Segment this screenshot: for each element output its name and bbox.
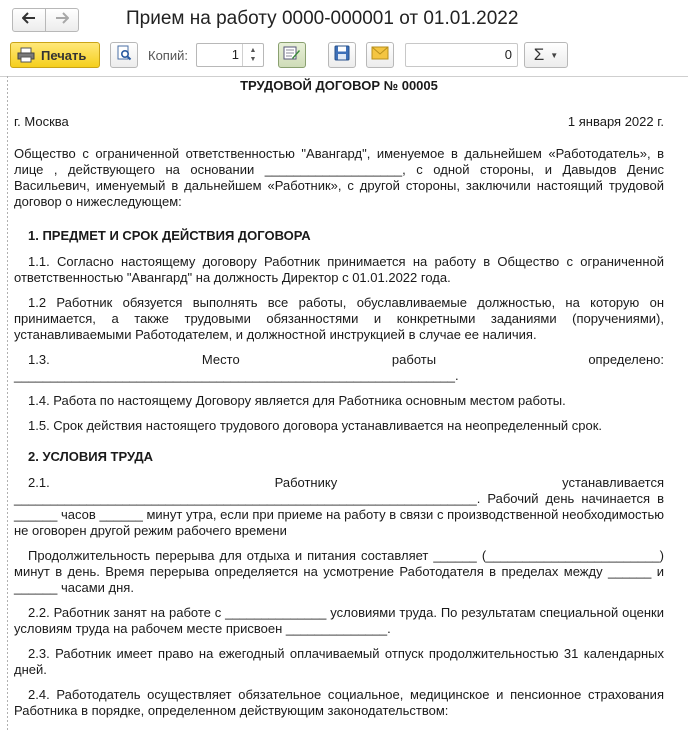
envelope-icon bbox=[371, 46, 389, 65]
clause-2-4: 2.4. Работодатель осуществляет обязательное социальное, медицинское и пенсионное страхования Работника в порядке, определенном действующим законодательством: bbox=[14, 687, 664, 718]
document-title: ТРУДОВОЙ ДОГОВОР № 00005 bbox=[240, 78, 438, 93]
clause-1-3-line2: _____________________________________________________________. bbox=[14, 368, 459, 383]
clause-1-3-line1 bbox=[14, 352, 664, 368]
edit-document-icon bbox=[283, 45, 301, 66]
clause-1-1: 1.1. Согласно настоящему договору Работник принимается на работу в Общество с ограниченной ответственностью "Авангард" на должность Директор с 01.01.2022 года. bbox=[14, 254, 664, 285]
clause-1-4: 1.4. Работа по настоящему Договору является для Работника основным местом работы. bbox=[28, 393, 566, 408]
clause-1-2: 1.2 Работник обязуется выполнять все работы, обуславливаемые должностью, на которую он принимается, а также трудовыми обязанностями и конкретными заданиями (поручениями), устанавливаемыми Работодателем, и должностной инструкцией в случае ее наличия. bbox=[14, 295, 664, 342]
document-edge bbox=[7, 76, 8, 730]
send-email-button[interactable] bbox=[366, 42, 394, 68]
copies-stepper[interactable] bbox=[196, 43, 264, 67]
copies-spin[interactable] bbox=[242, 44, 263, 66]
clause-2-1-line1 bbox=[14, 475, 664, 491]
save-icon bbox=[334, 45, 350, 66]
city-date-row bbox=[14, 114, 664, 130]
title-bar bbox=[0, 0, 688, 40]
clause-2-2: 2.2. Работник занят на работе с ______________ условиями труда. По результатам специальной оценки условиям труда на рабочем месте присвоен ______________. bbox=[14, 605, 664, 636]
spin-up-icon[interactable]: ▲ bbox=[249, 47, 257, 54]
clause-2-3: 2.3. Работник имеет право на ежегодный оплачиваемый отпуск продолжительностью 31 календарных дней. bbox=[14, 646, 664, 677]
forward-button[interactable] bbox=[45, 8, 79, 32]
print-button[interactable] bbox=[10, 42, 100, 68]
print-button-label: Печать bbox=[41, 47, 87, 63]
spin-down-icon[interactable]: ▼ bbox=[249, 56, 257, 63]
toolbar bbox=[0, 40, 688, 72]
print-preview-icon bbox=[116, 45, 132, 66]
sum-field[interactable] bbox=[405, 43, 518, 67]
section-1-heading: 1. ПРЕДМЕТ И СРОК ДЕЙСТВИЯ ДОГОВОРА bbox=[28, 228, 311, 243]
break-paragraph: Продолжительность перерыва для отдыха и питания составляет ______ (________________________) минут в день. Время перерыва определяется на усмотрение Работодателя в пределах между ______ и ______ часами дня. bbox=[14, 548, 664, 595]
section-2-heading: 2. УСЛОВИЯ ТРУДА bbox=[28, 449, 154, 464]
copies-value[interactable]: 1 bbox=[231, 47, 239, 62]
intro-paragraph: Общество с ограниченной ответственностью "Авангард", именуемое в дальнейшем «Работодатель», в лице , действующего на основании ___________________, с одной стороны, и Давыдов Денис Васильевич, именуемый в дальнейшем «Работник», с другой стороны, заключили настоящий трудовой договор о нижеследующем: bbox=[14, 146, 664, 209]
edit-document-button[interactable] bbox=[278, 42, 306, 68]
sum-menu-button[interactable] bbox=[524, 42, 568, 68]
copies-label: Копий: bbox=[148, 48, 188, 63]
sum-value: 0 bbox=[504, 47, 512, 62]
clause-1-3-text: 1.3. Место работы определено: bbox=[28, 352, 664, 367]
window-title: Прием на работу 0000-000001 от 01.01.2022 bbox=[126, 8, 519, 29]
back-button[interactable] bbox=[12, 8, 46, 32]
clause-2-1-rest: ________________________________________________________________. Рабочий день начинается в ______ часов ______ минут утра, если при приеме на работу в связи с производственной необходимостью не оговорен другой режим рабочего времени bbox=[14, 491, 664, 538]
print-preview-button[interactable] bbox=[110, 42, 138, 68]
document-date: 1 января 2022 г. bbox=[567, 114, 664, 129]
document[interactable] bbox=[14, 78, 664, 719]
arrow-right-icon bbox=[55, 11, 69, 29]
arrow-left-icon bbox=[22, 11, 36, 29]
sigma-icon: Σ bbox=[533, 45, 545, 64]
chevron-down-icon: ▼ bbox=[550, 50, 559, 60]
clause-2-1-text: 2.1. Работнику устанавливается bbox=[28, 475, 664, 490]
clause-1-5: 1.5. Срок действия настоящего трудового договора устанавливается на неопределенный срок. bbox=[28, 418, 603, 433]
document-city: г. Москва bbox=[14, 114, 69, 129]
printer-icon bbox=[17, 47, 35, 63]
save-button[interactable] bbox=[328, 42, 356, 68]
